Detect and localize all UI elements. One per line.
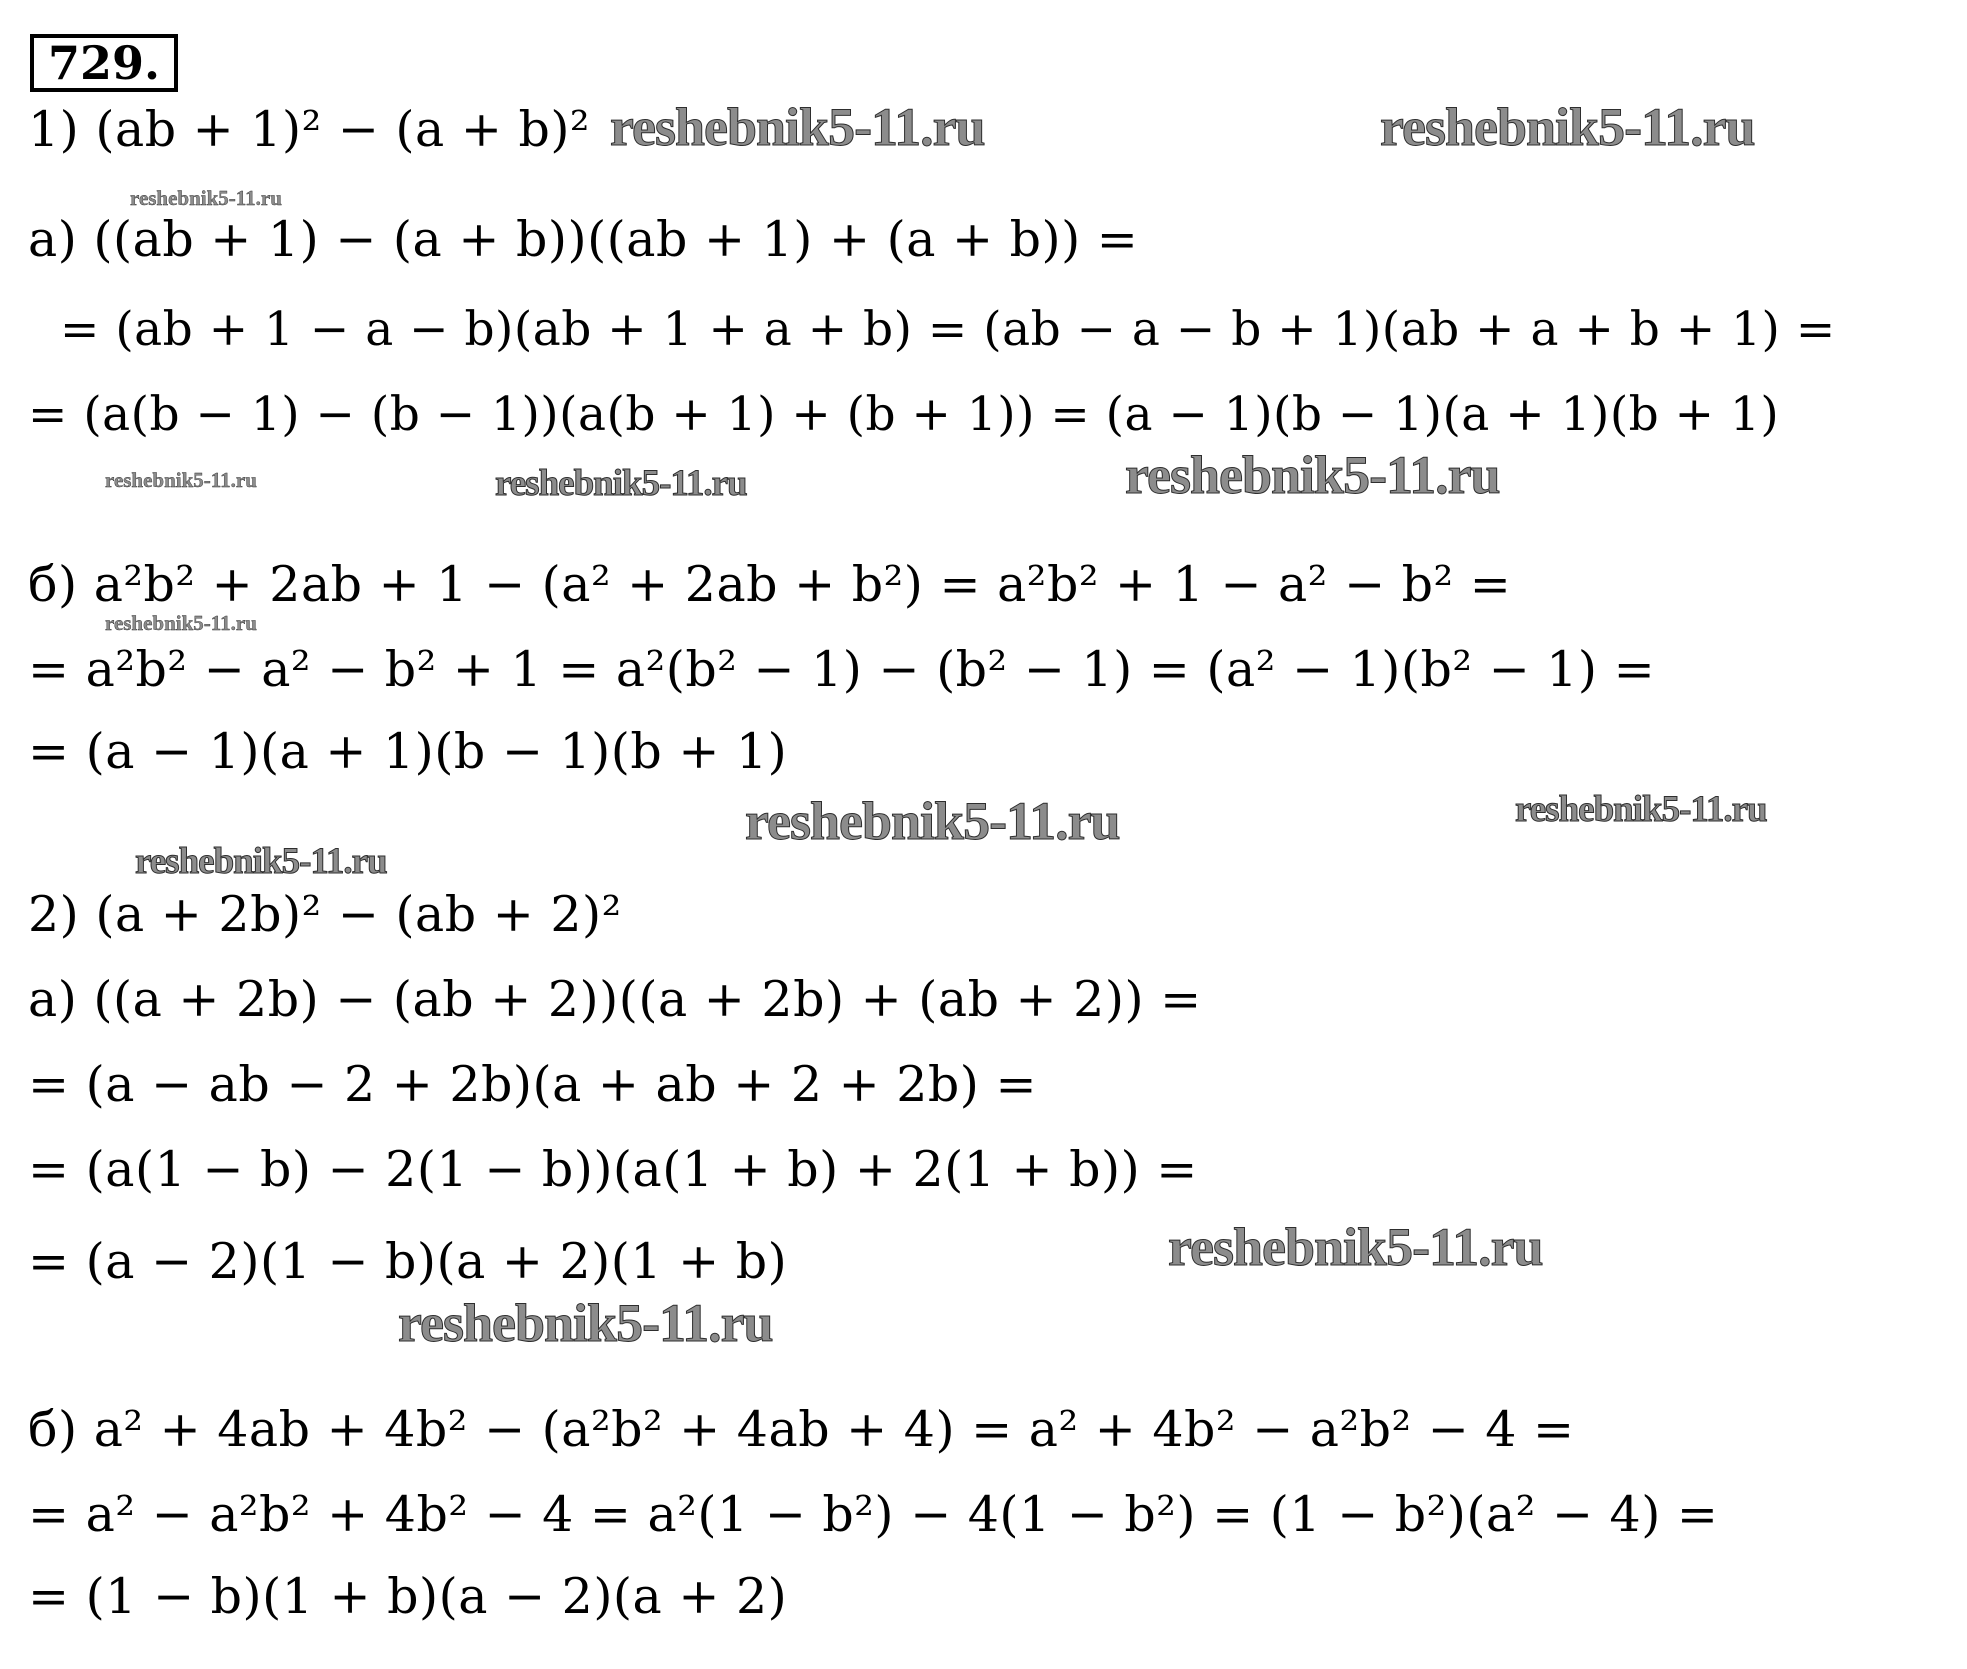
part2b-step1: б) a² + 4ab + 4b² − (a²b² + 4ab + 4) = a² + 4b² − a²b² − 4 = [28,1401,1575,1458]
watermark: reshebnik5-11.ru [495,463,747,504]
watermark: reshebnik5-11.ru [610,97,985,157]
watermark: reshebnik5-11.ru [1515,789,1767,830]
part2b-step2: = a² − a²b² + 4b² − 4 = a²(1 − b²) − 4(1 − b²) = (1 − b²)(a² − 4) = [28,1486,1719,1543]
watermark: reshebnik5-11.ru [1380,97,1755,157]
watermark: reshebnik5-11.ru [105,468,257,492]
part2a-step2: = (a − ab − 2 + 2b)(a + ab + 2 + 2b) = [28,1056,1038,1113]
problem-number: 729. [30,34,178,92]
part1b-step3: = (a − 1)(a + 1)(b − 1)(b + 1) [28,723,788,780]
part1a-step2: = (ab + 1 − a − b)(ab + 1 + a + b) = (ab − a − b + 1)(ab + a + b + 1) = [60,302,1836,357]
watermark: reshebnik5-11.ru [135,841,387,882]
part1a-step1: а) ((ab + 1) − (a + b))((ab + 1) + (a + b)) = [28,211,1139,268]
part1-expression: 1) (ab + 1)² − (a + b)² [28,101,591,158]
watermark: reshebnik5-11.ru [105,611,257,635]
part2a-step3: = (a(1 − b) − 2(1 − b))(a(1 + b) + 2(1 + b)) = [28,1141,1198,1198]
watermark: reshebnik5-11.ru [1125,445,1500,505]
watermark: reshebnik5-11.ru [745,791,1120,851]
part2-expression: 2) (a + 2b)² − (ab + 2)² [28,886,622,943]
part2b-step3: = (1 − b)(1 + b)(a − 2)(a + 2) [28,1568,788,1625]
part1b-step1: б) a²b² + 2ab + 1 − (a² + 2ab + b²) = a²b² + 1 − a² − b² = [28,556,1512,613]
watermark: reshebnik5-11.ru [398,1293,773,1353]
part1b-step2: = a²b² − a² − b² + 1 = a²(b² − 1) − (b² − 1) = (a² − 1)(b² − 1) = [28,641,1656,698]
part1a-step3: = (a(b − 1) − (b − 1))(a(b + 1) + (b + 1)) = (a − 1)(b − 1)(a + 1)(b + 1) [28,387,1780,442]
part2a-step4: = (a − 2)(1 − b)(a + 2)(1 + b) [28,1233,788,1290]
part2a-step1: а) ((a + 2b) − (ab + 2))((a + 2b) + (ab + 2)) = [28,971,1202,1028]
watermark: reshebnik5-11.ru [130,186,282,210]
watermark: reshebnik5-11.ru [1168,1217,1543,1277]
